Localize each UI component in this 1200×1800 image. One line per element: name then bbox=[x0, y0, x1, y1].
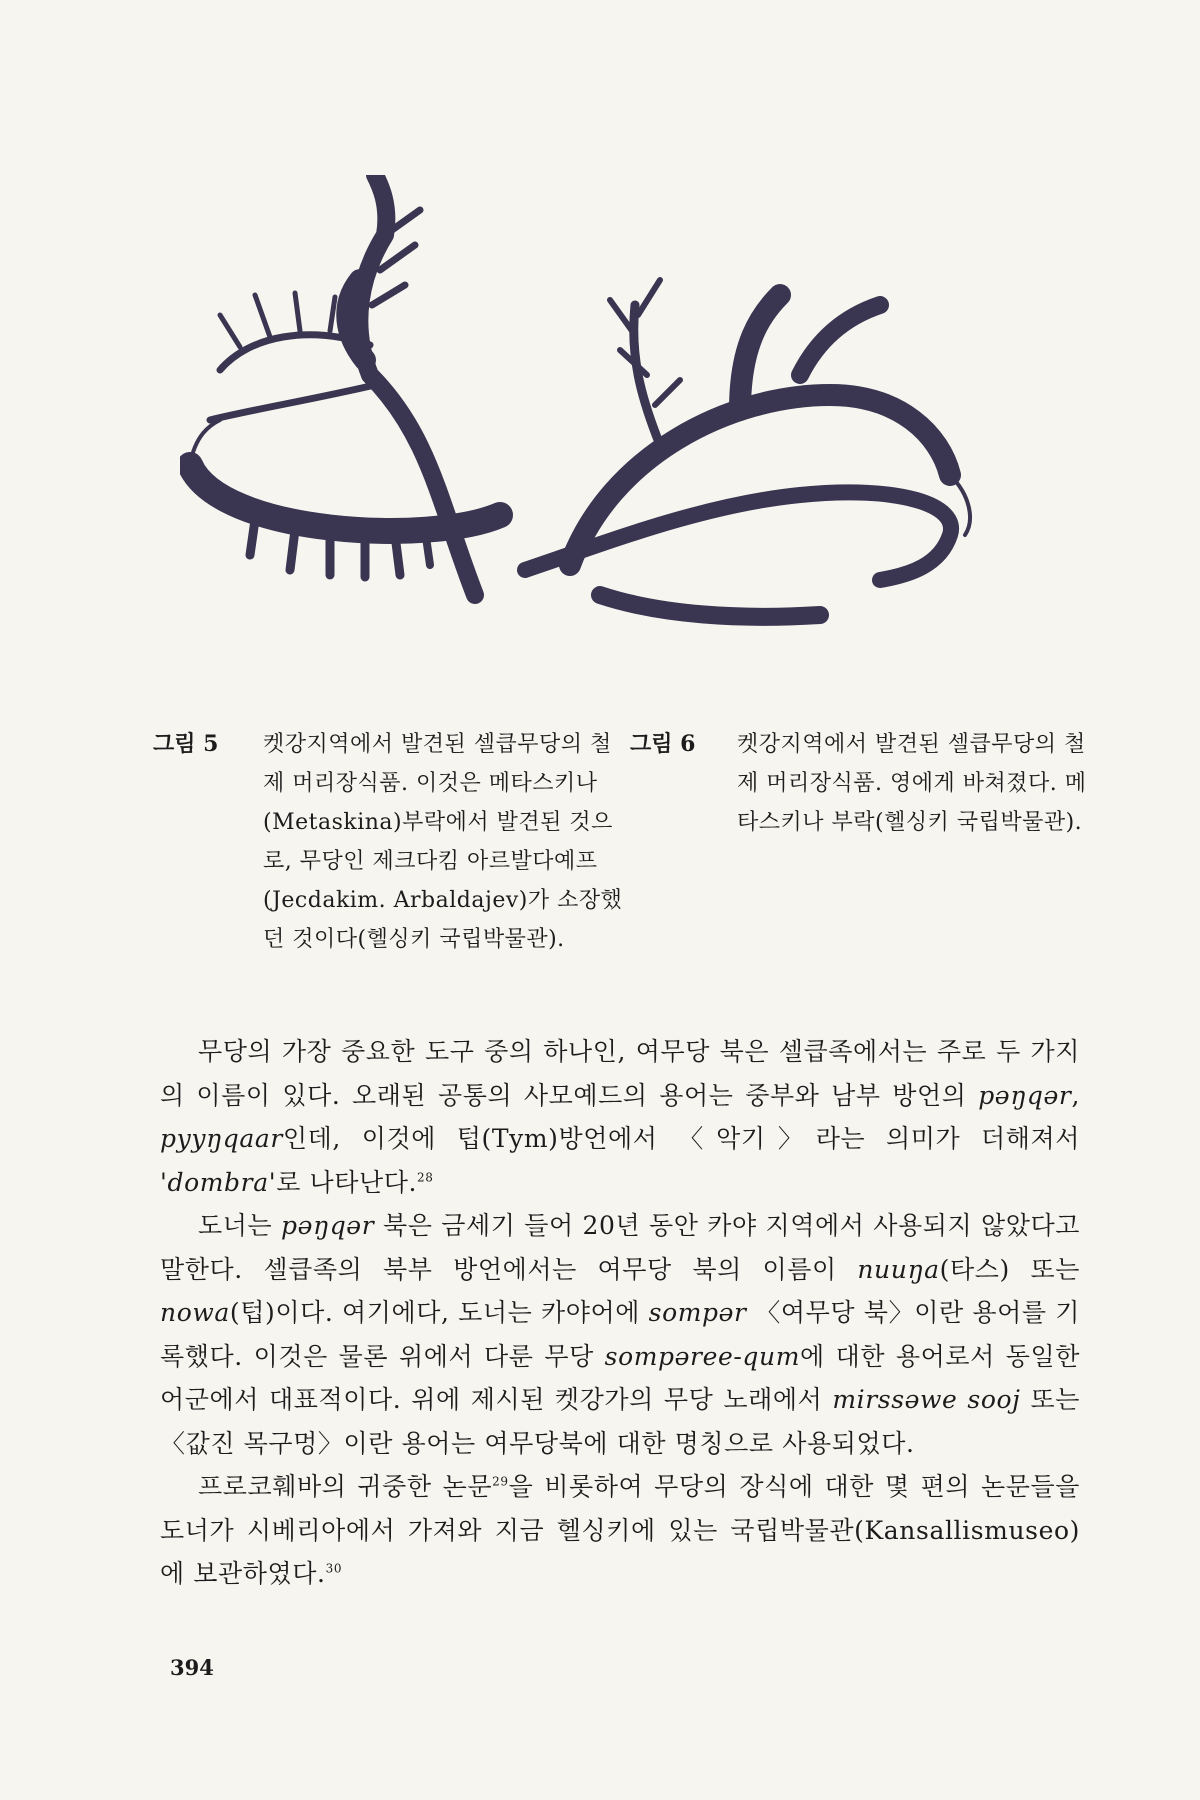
figure-5-caption: 켓강지역에서 발견된 셀큽무당의 철제 머리장식품. 이것은 메타스키나(Metaskina)부락에서 발견된 것으로, 무당인 제크다킴 아르발다예프(Jecdakim. Arbaldajev)가 소장했던 것이다(헬싱키 국립박물관). bbox=[263, 732, 623, 952]
paragraph-3: 프로코훼바의 귀중한 논문$^{29}$을 비롯하여 무당의 장식에 대한 몇 편의 논문들을 도너가 시베리아에서 가져와 지금 헬싱키에 있는 국립박물관(Kansallismuseo)에 보관하였다.$^{30}$ bbox=[160, 1472, 1080, 1588]
footnote-28: 28 bbox=[417, 1170, 434, 1185]
figure-5-drawing bbox=[190, 175, 500, 595]
headdress-drawings bbox=[180, 175, 1080, 720]
figure-6-label: 그림 6 bbox=[630, 731, 696, 757]
footnote-29: 29 bbox=[492, 1474, 509, 1489]
figure-6-caption: 켓강지역에서 발견된 셀큽무당의 철제 머리장식품. 영에게 바쳐졌다. 메타스키나 부락(헬싱키 국립박물관). bbox=[737, 732, 1087, 835]
paragraph-2: 도너는 pəŋqər 북은 금세기 들어 20년 동안 카야 지역에서 사용되지 않았다고 말한다. 셀큽족의 북부 방언에서는 여무당 북의 이름이 nuuŋa(타스) 또는 nowa(텁)이다. 여기에다, 도너는 카야어에 sompər 〈여무당 북〉이란 용어를 기록했다. 이것은 물론 위에서 다룬 무당 sompəree-qum에 대한 용어로서 동일한 어군에서 대표적이다. 위에 제시된 켓강가의 무당 노래에서 mirssəwe sooj 또는 〈값진 목구멍〉이란 용어는 여무당북에 대한 명칭으로 사용되었다. bbox=[160, 1211, 1080, 1458]
figure-6-drawing bbox=[525, 280, 970, 617]
figure-illustrations bbox=[180, 175, 1080, 720]
footnote-30: 30 bbox=[325, 1561, 343, 1576]
figure-5-label: 그림 5 bbox=[153, 731, 219, 757]
body-text bbox=[160, 1030, 1080, 1596]
page-number: 394 bbox=[170, 1655, 214, 1680]
paragraph-1: 무당의 가장 중요한 도구 중의 하나인, 여무당 북은 셀큽족에서는 주로 두 가지의 이름이 있다. 오래된 공통의 사모예드의 용어는 중부와 남부 방언의 pəŋqər, pyyŋqaar인데, 이것에 텁(Tym)방언에서 〈악기〉라는 의미가 더해져서 'dombra'로 나타난다.$^{28}$ bbox=[160, 1037, 1080, 1197]
